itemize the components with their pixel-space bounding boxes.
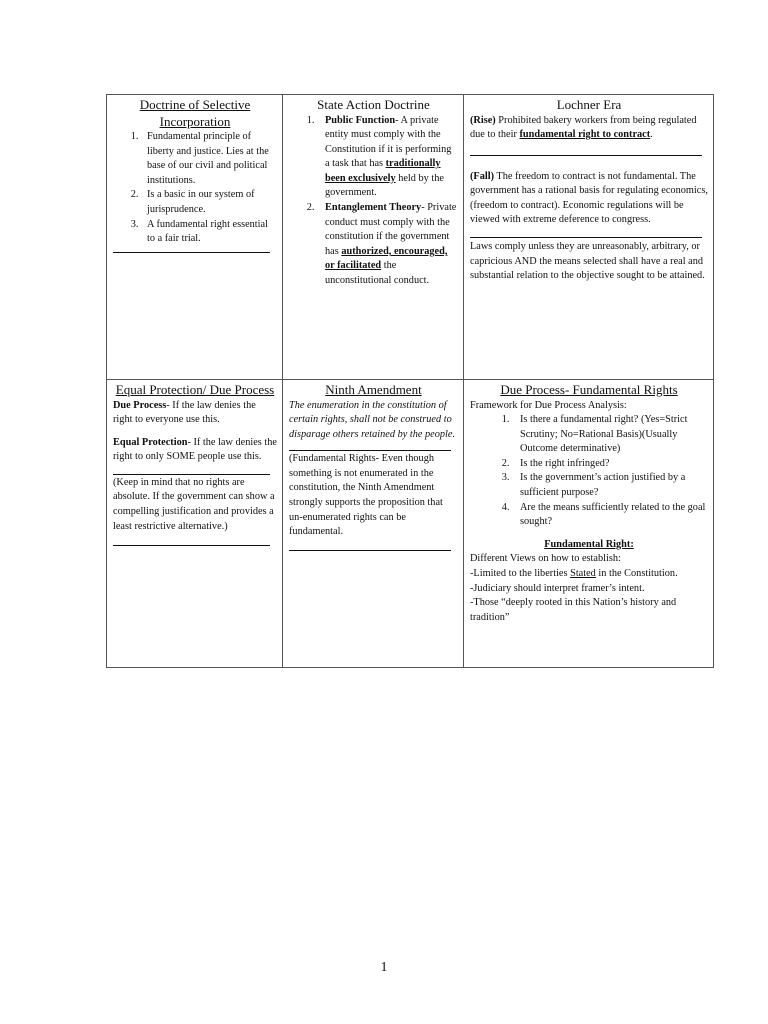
rise-paragraph	[470, 114, 708, 143]
divider	[470, 155, 702, 156]
due-process-paragraph	[113, 399, 277, 428]
term-label: Equal Protection	[113, 436, 188, 448]
laws-paragraph: Laws comply unless they are unreasonably, arbitrary, or capricious AND the means selected shall have a real and substantial relation to the objective sought to be attained.	[470, 241, 705, 282]
text-run: - If the law denies the right to everyone use this.	[113, 399, 256, 426]
term-label: Entanglement Theory	[325, 202, 422, 214]
emphasis-text: fundamental right to contract	[519, 129, 651, 141]
divider	[113, 545, 270, 546]
list-item: 2. Is the right infringed?	[512, 457, 708, 472]
text-run: Prohibited bakery workers from being regulated due to their	[470, 114, 697, 141]
text-run: The freedom to contract is not fundamental. The government has a rational basis for regulating economics, (freedom to contract). Economic regulations will be viewed with extreme deference to congress.	[470, 170, 708, 226]
term-label: (Fall)	[470, 170, 495, 182]
emphasis-text: traditionally been exclusively	[325, 158, 441, 184]
text-run: -Limited to the liberties	[470, 568, 571, 580]
view-item: -Judiciary should interpret framer’s intent.	[470, 582, 645, 594]
view-item	[470, 567, 708, 582]
fall-paragraph	[470, 170, 708, 228]
emphasis-text: Stated	[570, 568, 596, 580]
cell-title: Due Process- Fundamental Rights	[500, 382, 678, 397]
divider	[289, 550, 451, 551]
note-paragraph: (Fundamental Rights- Even though something is not enumerated in the constitution, the Ninth Amendment strongly supports the proposition that un-enumerated rights can be fundamental.	[289, 453, 443, 538]
text-run: - Private conduct must comply with the constitution if the government has	[325, 202, 457, 257]
cell-due-process-rights	[464, 380, 714, 668]
view-item: -Those “deeply rooted in this Nation’s history and tradition”	[470, 597, 677, 623]
note-paragraph: (Keep in mind that no rights are absolute. If the government can show a compelling justification and provides a least restrictive alternative.)	[113, 476, 275, 532]
cell-title: Ninth Amendment	[325, 382, 422, 397]
cell-equal-protection	[107, 380, 283, 668]
cell-title: Doctrine of Selective Incorporation	[139, 97, 251, 129]
text-run: - If the law denies the right to only SOME people use this.	[113, 436, 277, 463]
term-label: (Rise)	[470, 114, 496, 126]
text-run: in the Constitution.	[595, 568, 678, 580]
framework-heading: Framework for Due Process Analysis:	[470, 399, 627, 411]
divider	[113, 252, 270, 253]
cell-selective-incorporation	[107, 95, 283, 380]
amendment-quote: The enumeration in the constitution of certain rights, shall not be construed to disparage others retained by the people.	[289, 399, 456, 440]
cell-title: State Action Doctrine	[317, 97, 430, 112]
term-label: Public Function	[325, 114, 396, 126]
text-run: - A private entity must comply with the Constitution if it is performing a task that has	[325, 114, 452, 170]
numbered-list	[289, 114, 458, 289]
list-item: 1. Fundamental principle of liberty and justice. Lies at the base of our civil and political institutions.	[141, 130, 277, 188]
text-run: the unconstitutional conduct.	[325, 260, 430, 287]
emphasis-text: authorized, encouraged, or facilitated	[325, 245, 448, 272]
views-intro: Different Views on how to establish:	[470, 553, 621, 565]
list-item: 2. Is a basic in our system of jurisprudence.	[141, 188, 277, 217]
list-item: 3. A fundamental right essential to a fair trial.	[141, 218, 277, 247]
list-item	[317, 201, 458, 289]
page-number: 1	[380, 960, 388, 975]
text-run: .	[650, 129, 653, 141]
cell-state-action	[283, 95, 464, 380]
divider	[289, 450, 451, 451]
divider	[113, 474, 270, 475]
list-item: 1. Is there a fundamental right? (Yes=Strict Scrutiny; No=Rational Basis)(Usually Outcome determinative)	[512, 413, 708, 457]
cell-title: Equal Protection/ Due Process	[115, 382, 275, 397]
notes-table	[106, 94, 714, 668]
divider	[470, 237, 702, 238]
text-run: held by the government.	[325, 172, 444, 199]
cell-lochner-era	[464, 95, 714, 380]
term-label: Due Process	[113, 399, 167, 411]
equal-protection-paragraph	[113, 436, 277, 465]
fundamental-right-heading: Fundamental Right:	[544, 538, 634, 550]
numbered-list	[470, 413, 708, 530]
numbered-list	[113, 130, 277, 247]
list-item: 4. Are the means sufficiently related to the goal sought?	[512, 501, 708, 530]
list-item	[317, 114, 458, 202]
cell-ninth-amendment	[283, 380, 464, 668]
list-item: 3. Is the government’s action justified by a sufficient purpose?	[512, 471, 708, 500]
cell-title: Lochner Era	[556, 97, 622, 112]
